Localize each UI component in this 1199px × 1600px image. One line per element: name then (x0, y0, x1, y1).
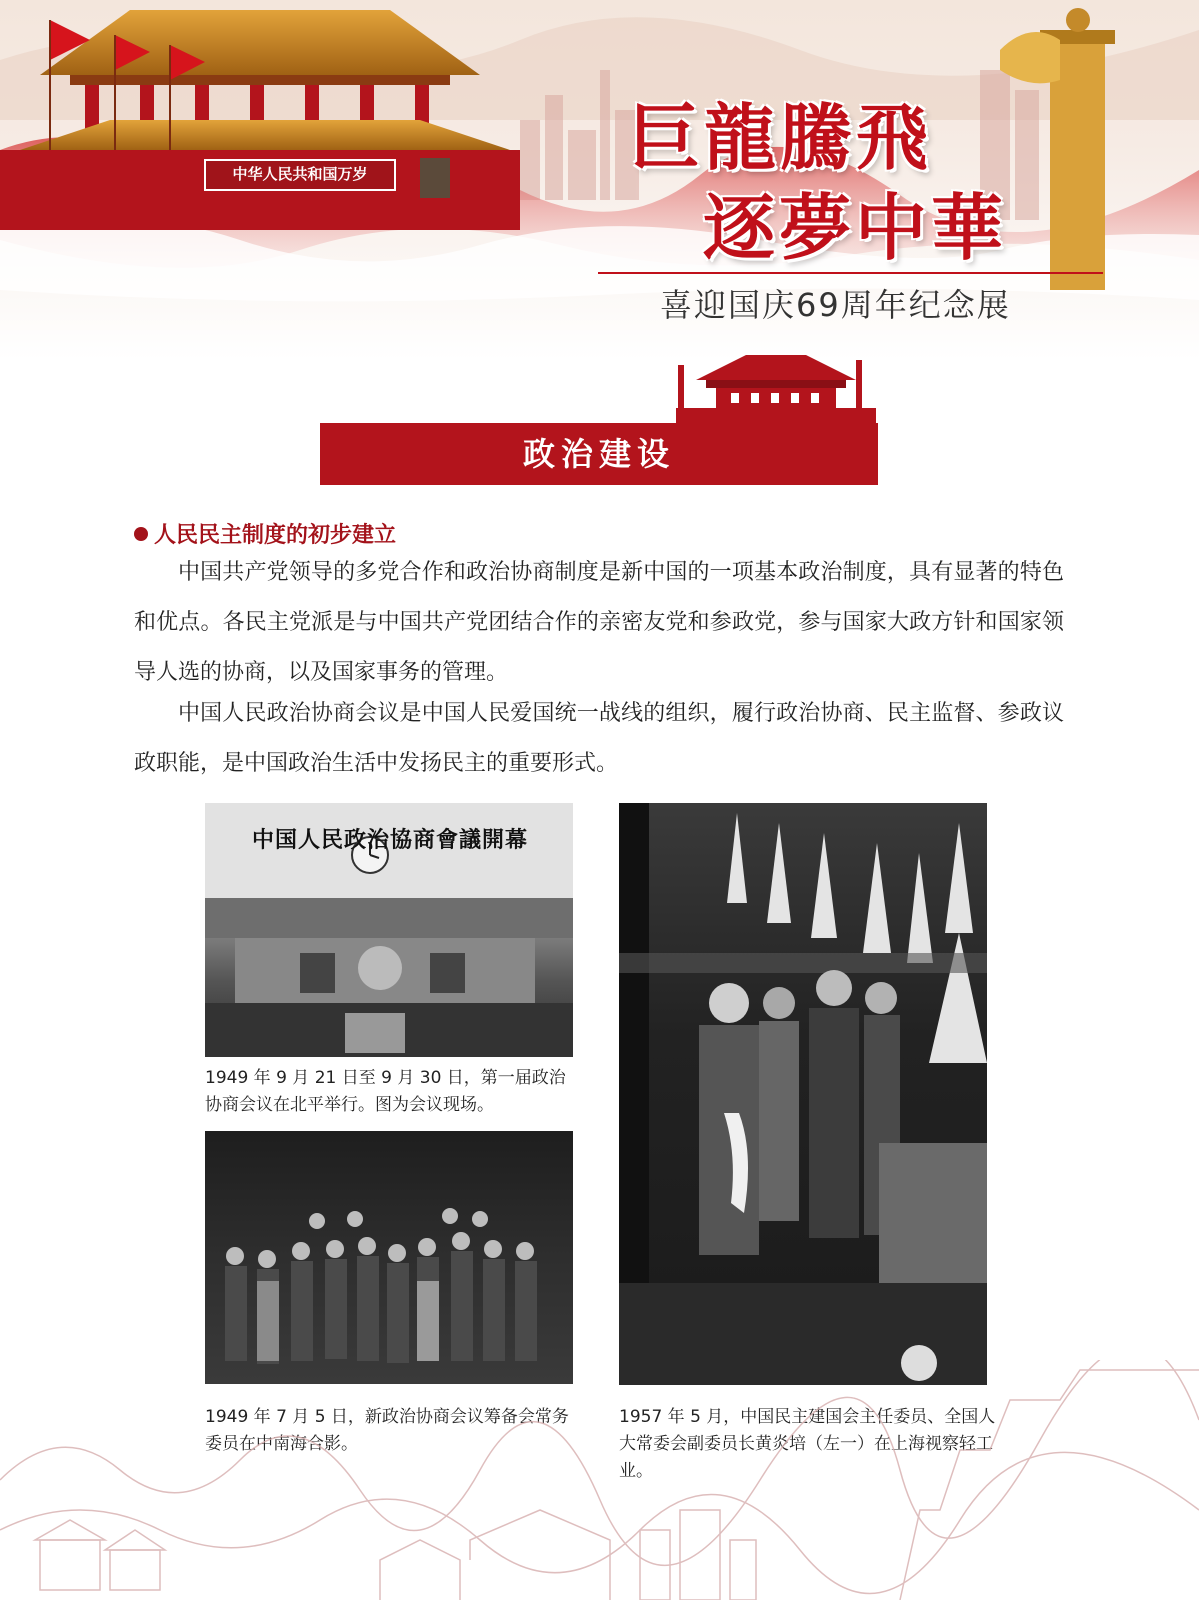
header-banner (0, 0, 1199, 360)
banner-title-line1: 巨龍騰飛 (627, 95, 932, 180)
photo1-caption: 1949 年 9 月 21 日至 9 月 30 日，第一届政治协商会议在北平举行。图为会议现场。 (205, 1068, 566, 1115)
article-paragraph-1: 中国共产党领导的多党合作和政治协商制度是新中国的一项基本政治制度，具有显著的特色和优点。各民主党派是与中国共产党团结合作的亲密友党和参政党，参与国家大政方针和国家领导人选的协商，以及国家事务的管理。 (134, 560, 1064, 685)
section-title: 政治建设 (522, 435, 675, 473)
article-subhead-text: 人民民主制度的初步建立 (154, 522, 397, 548)
article-paragraph-2: 中国人民政治协商会议是中国人民爱国统一战线的组织，履行政治协商、民主监督、参政议政职能，是中国政治生活中发扬民主的重要形式。 (134, 701, 1064, 776)
title-divider (598, 272, 1103, 274)
photo3-caption: 1957 年 5 月，中国民主建国会主任委员、全国人大常委会副委员长黄炎培（左一）在上海视察轻工业。 (619, 1407, 996, 1481)
gate-sign: 中华人民共和国万岁 (232, 165, 368, 183)
photo2-caption: 1949 年 7 月 5 日，新政治协商会议筹备会常务委员在中南海合影。 (205, 1407, 569, 1454)
article-subhead (134, 518, 396, 549)
photo-cppcc-opening (205, 803, 573, 1057)
photo-factory-visit (619, 803, 987, 1385)
banner-title-line2: 逐夢中華 (702, 185, 1007, 270)
bullet-dot-icon (134, 527, 148, 541)
banner-subtitle: 喜迎国庆69周年纪念展 (660, 286, 1011, 324)
photo1-banner-text: 中国人民政治協商會議開幕 (251, 827, 528, 853)
footer-landscape-art (0, 1360, 1199, 1600)
section-building-icon (676, 350, 876, 425)
photo-preparatory-committee (205, 1131, 573, 1384)
